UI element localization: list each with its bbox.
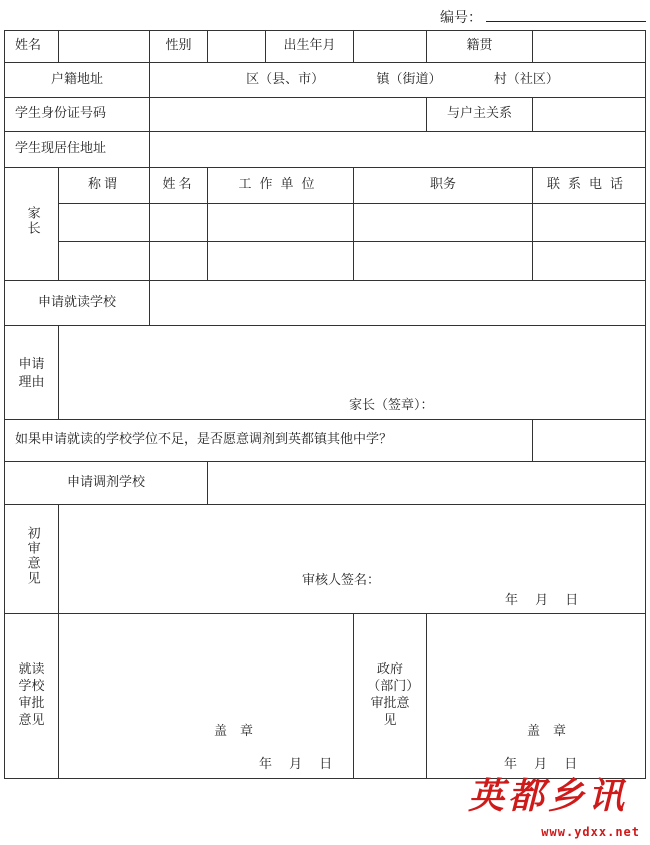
parent-col-phone: 联系电话 <box>533 168 646 204</box>
birth-label: 出生年月 <box>266 31 354 63</box>
adjust-question: 如果申请就读的学校学位不足，是否愿意调剂到英都镇其他中学？ <box>5 420 533 462</box>
initial-review-field[interactable] <box>59 505 646 614</box>
parent1-title-field[interactable] <box>59 204 150 242</box>
school-stamp-label: 盖 章 <box>214 724 254 739</box>
application-form <box>4 30 646 779</box>
native-field[interactable] <box>533 31 646 63</box>
reason-field[interactable] <box>59 326 646 420</box>
household-address-field[interactable] <box>150 63 646 98</box>
parent-col-position: 职务 <box>354 168 533 204</box>
parent-signature-label: 家长（签章）： <box>349 398 434 413</box>
parent2-name-field[interactable] <box>150 242 208 281</box>
parent-col-name: 姓名 <box>150 168 208 204</box>
serial-label: 编号： <box>440 10 482 26</box>
reviewer-signature-label: 审核人签名： <box>302 573 381 588</box>
parent2-position-field[interactable] <box>354 242 533 281</box>
initial-review-date: 年 月 日 <box>505 593 579 608</box>
district-text: 区（县、市） <box>246 71 325 87</box>
gov-stamp-label: 盖 章 <box>527 724 567 739</box>
relation-field[interactable] <box>533 98 646 132</box>
parent2-workplace-field[interactable] <box>208 242 354 281</box>
id-number-field[interactable] <box>150 98 427 132</box>
initial-review-label: 初审意见 <box>5 505 59 614</box>
parent1-name-field[interactable] <box>150 204 208 242</box>
parent2-phone-field[interactable] <box>533 242 646 281</box>
current-address-field[interactable] <box>150 132 646 168</box>
parent1-phone-field[interactable] <box>533 204 646 242</box>
parent-col-title: 称谓 <box>59 168 150 204</box>
household-address-label: 户籍地址 <box>5 63 150 98</box>
watermark-url: www.ydxx.net <box>541 825 640 839</box>
birth-field[interactable] <box>354 31 427 63</box>
serial-field[interactable] <box>486 10 646 22</box>
apply-school-field[interactable] <box>150 281 646 326</box>
name-field[interactable] <box>59 31 150 63</box>
adjust-school-label: 申请调剂学校 <box>5 462 208 505</box>
reason-label: 申请理由 <box>5 326 59 420</box>
relation-label: 与户主关系 <box>427 98 533 132</box>
adjust-school-field[interactable] <box>208 462 646 505</box>
parent1-workplace-field[interactable] <box>208 204 354 242</box>
gov-approval-label: 政府（部门）审批意见 <box>354 614 427 779</box>
village-text: 村（社区） <box>493 71 559 87</box>
gender-field[interactable] <box>208 31 266 63</box>
apply-school-label: 申请就读学校 <box>5 281 150 326</box>
name-label: 姓名 <box>5 31 59 63</box>
town-text: 镇（街道） <box>376 71 442 87</box>
parent2-title-field[interactable] <box>59 242 150 281</box>
parent1-position-field[interactable] <box>354 204 533 242</box>
parent-col-workplace: 工作单位 <box>208 168 354 204</box>
gov-approval-date: 年 月 日 <box>504 757 578 772</box>
serial-number <box>440 7 646 27</box>
gov-approval-field[interactable] <box>427 614 646 779</box>
gender-label: 性别 <box>150 31 208 63</box>
school-approval-label: 就读学校审批意见 <box>5 614 59 779</box>
watermark-logo: 英都乡讯 <box>467 775 628 817</box>
id-number-label: 学生身份证号码 <box>5 98 150 132</box>
current-address-label: 学生现居住地址 <box>5 132 150 168</box>
native-label: 籍贯 <box>427 31 533 63</box>
parents-label: 家长 <box>5 168 59 281</box>
school-approval-date: 年 月 日 <box>259 757 333 772</box>
school-approval-field[interactable] <box>59 614 354 779</box>
adjust-answer-field[interactable] <box>533 420 646 462</box>
